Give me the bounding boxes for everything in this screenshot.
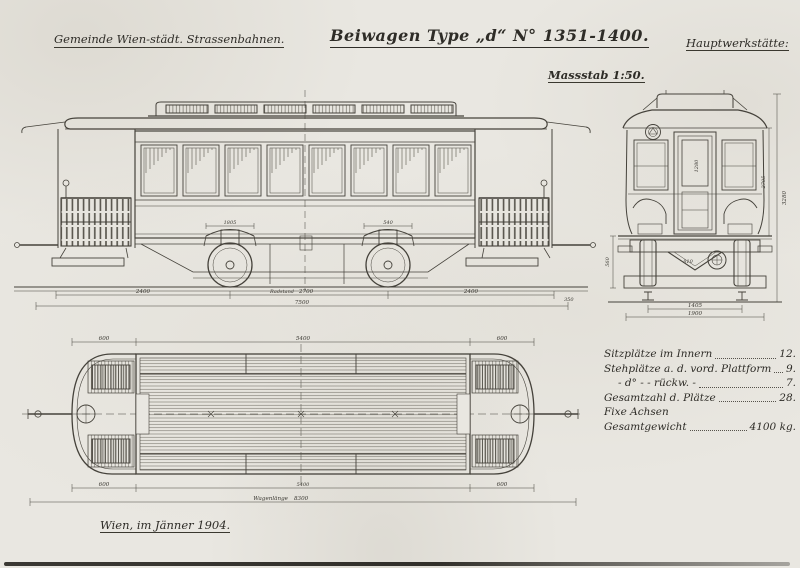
plan-view-drawing [8, 330, 593, 518]
wheel-left [208, 243, 252, 287]
dim-overall-length: 7500 [294, 300, 310, 306]
dim-overall-length: 8300 [294, 496, 309, 502]
dim-top-left: 600 [98, 336, 110, 342]
table-row [604, 364, 796, 376]
door-opening-right [457, 394, 470, 434]
dotted-leader [715, 358, 776, 359]
dim-gauge: 1405 [687, 303, 703, 309]
dim-bottom-left: 600 [98, 482, 110, 488]
clerestory-cap [643, 90, 747, 110]
dim-lifeguard: 810 [683, 259, 693, 265]
body-side-left [626, 130, 632, 234]
workshop-label: Hauptwerkstätte: [686, 36, 789, 50]
spec-label: Gesamtgewicht [604, 420, 687, 433]
spec-label: Sitzplätze im Innern [604, 348, 713, 360]
handbrake-crank-right [541, 180, 547, 186]
dim-bottom-center: 5400 [296, 482, 310, 488]
spec-value: 12. [779, 348, 796, 360]
dotted-leader [699, 387, 783, 388]
axlebox-right [379, 230, 397, 244]
dim-body-height: 2705 [761, 175, 767, 189]
spec-value: 28. [779, 391, 796, 404]
platform-left [15, 129, 136, 266]
winged-wheel-emblem [646, 125, 661, 140]
side-windows [141, 145, 471, 196]
dim-overall-width: 1900 [687, 311, 703, 317]
spec-value: 9. [785, 362, 796, 375]
step-board-right [466, 258, 538, 266]
table-row [604, 407, 796, 419]
dim-spring-left: 1805 [223, 220, 237, 226]
table-row [604, 393, 796, 405]
spec-label: Fixe Achsen [604, 406, 669, 419]
scan-edge-shadow [4, 562, 790, 566]
seat-profiles [633, 199, 757, 234]
roof-hook-right [586, 127, 590, 133]
dotted-leader [774, 372, 783, 373]
side-elevation-drawing [8, 86, 593, 326]
dim-left-overhang: 2400 [135, 289, 151, 295]
leaf-spring-left [206, 230, 254, 237]
dim-total-height: 3280 [782, 190, 788, 206]
dim-top-center: 5400 [295, 336, 311, 342]
saloon-floor [136, 354, 470, 474]
spec-value: 4100 kg. [749, 420, 796, 433]
dotted-leader [719, 401, 777, 402]
table-row [604, 349, 796, 361]
end-underframe [630, 240, 760, 252]
step-board-left [52, 258, 124, 266]
door-opening-left [136, 394, 149, 434]
roof-arc [623, 110, 767, 128]
dim-spring-right: 540 [383, 220, 393, 226]
dim-top-right: 600 [496, 336, 508, 342]
clerestory-roof [148, 102, 464, 116]
end-wheels [640, 240, 750, 286]
roof-stay-right [547, 122, 586, 127]
dim-side-height: 560 [605, 257, 611, 267]
roof-stay-left [26, 122, 65, 127]
wheel-right [366, 243, 410, 287]
end-door [674, 132, 716, 234]
dotted-leader [690, 430, 747, 431]
roof-hook-left [22, 127, 26, 133]
spec-table [604, 349, 796, 436]
dim-end-height: 350 [564, 297, 574, 303]
dim-door-window: 1280 [694, 159, 700, 173]
axlebox-left [221, 230, 239, 244]
table-row [604, 422, 796, 434]
dim-overall-label: Wagenlänge [253, 496, 288, 502]
dim-wheelbase: 2700 [299, 289, 314, 295]
coupler-left [28, 409, 72, 419]
lifeguard [668, 252, 722, 270]
dim-right-overhang: 2400 [463, 289, 479, 295]
scale-label: Massstab 1:50. [548, 68, 645, 82]
drawing-title: Beiwagen Type „d“ N° 1351-1400. [330, 26, 649, 48]
coupler-right [534, 409, 578, 419]
spec-value: 7. [785, 377, 796, 390]
rail-profiles [642, 292, 748, 300]
dim-bottom-right: 600 [496, 482, 508, 488]
spec-label: - d° - - rückw. - [618, 377, 696, 390]
date-signature: Wien, im Jänner 1904. [100, 518, 231, 532]
spec-label: Gesamtzahl d. Plätze [604, 391, 716, 404]
spec-label: Stehplätze a. d. vord. Plattform [604, 362, 772, 375]
end-elevation-drawing [600, 82, 790, 320]
dim-wheelbase-label: Radstand [269, 289, 294, 295]
platform-right [466, 129, 596, 266]
table-row [604, 378, 796, 390]
platform-end-left [72, 354, 136, 474]
leaf-spring-right [364, 230, 412, 237]
organization-label: Gemeinde Wien-städt. Strassenbahnen. [54, 32, 285, 46]
handbrake-crank-left [63, 180, 69, 186]
